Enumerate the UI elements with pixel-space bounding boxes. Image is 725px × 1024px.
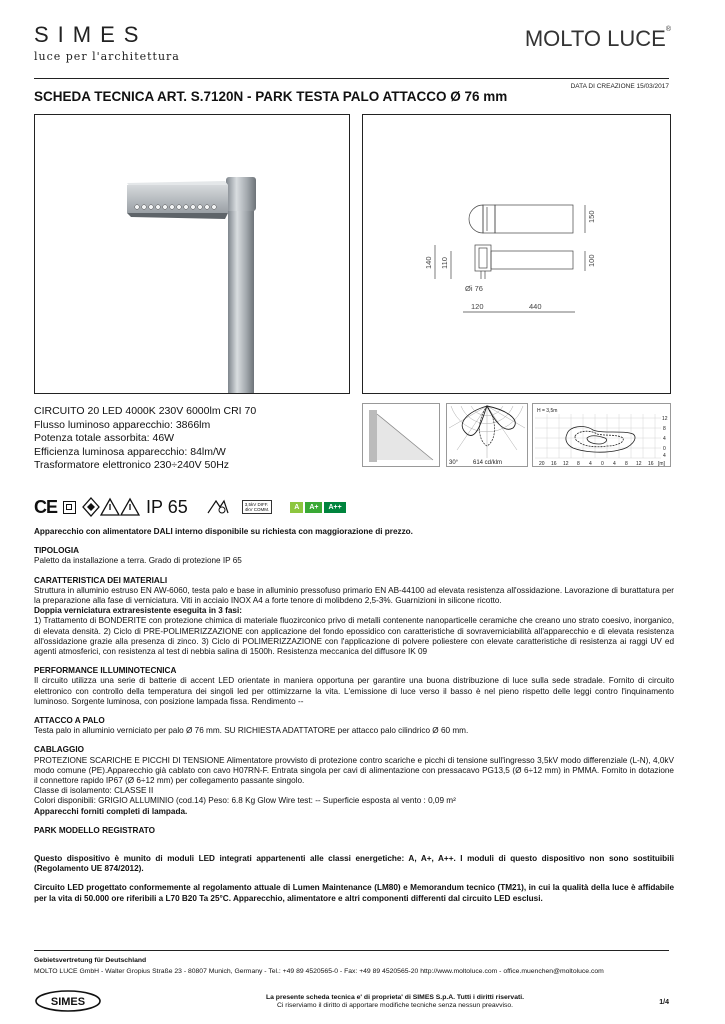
header-rule (34, 78, 669, 79)
energy-class-a-plus-plus: A++ (324, 502, 345, 513)
certification-row (34, 494, 346, 520)
iso-x-label: 20 (539, 461, 545, 466)
section-text: Colori disponibili: GRIGIO ALLUMINIO (cod.14) Peso: 6.8 Kg Glow Wire test: -- Superficie esposta al vento : 0,09 m² (34, 796, 456, 806)
simes-tagline: luce per l'architettura (34, 50, 180, 63)
section-text: Testa palo in alluminio verniciato per palo Ø 76 mm. SU RICHIESTA ADATTATORE per attacco palo cilindrico Ø 60 mm. (34, 726, 469, 736)
spec-line: Trasformatore elettronico 230÷240V 50Hz (34, 459, 230, 471)
iso-y-label: 0 (663, 446, 666, 452)
footer-representation: Gebietsvertretung für Deutschland (34, 957, 147, 964)
footer-property: La presente scheda tecnica e' di proprieta' di SIMES S.p.A. Tutti i diritti riservati. (265, 994, 525, 1001)
iso-y-label: 4 (663, 453, 666, 459)
iso-x-label: 8 (577, 461, 580, 466)
iso-x-label: 12 (563, 461, 569, 466)
spec-line: Potenza totale assorbita: 46W (34, 432, 175, 444)
moltoluce-logo-text: MOLTO LUCE (524, 26, 666, 51)
simes-footer-logo (34, 989, 102, 1018)
isolux-diagram (532, 403, 671, 467)
led-lifetime-note: Circuito LED progettato conformemente al regolamento attuale di Lumen Maintenance (LM80) e Memorandum tecnico (TM21), in cui la qualità della luce è affidabile per la vita di 50.000 ore riferibili a L70 B20 Ta 25°C. Apparecchio, alimentatore e altri componenti differenti dal circuito LED esclusi. (34, 883, 674, 903)
energy-classes (290, 502, 345, 513)
registered-mark: ® (665, 26, 671, 33)
footer-rule (34, 950, 669, 951)
beam-diagram (362, 403, 440, 467)
hazard-icons (82, 497, 140, 517)
pole (228, 189, 254, 393)
dim-label: 150 (587, 210, 596, 223)
technical-drawing-box (362, 114, 671, 394)
simes-logo (34, 22, 180, 63)
section-text: Il circuito utilizza una serie di batterie di accent LED orientate in maniera opportuna per garantire una buona distribuzione di luce sulla sede stradale. Fornito di circuito elettronico con controllo della temperatura dei singoli led per ottimizzarne la vita. L'emissione di luce verso il basso è nel pieno rispetto delle leggi contro l'inquinamento luminoso. Sorgente luminosa, con posizione lampada fissa. Rendimento -- (34, 676, 674, 706)
dim-label: 140 (424, 256, 433, 269)
energy-class-a: A (290, 502, 303, 513)
iso-unit: [m] (658, 461, 665, 466)
section-text: 1) Trattamento di BONDERITE con protezione chimica di materiale fluozirconico privo di metalli contenente nanoparticelle ceramiche che creano uno strato coesivo, inorganico, di elevata densità. 2) Ciclo di PRE-POLIMERIZZAZIONE con applicazione del fondo epossidico con caratteristiche di sovraverniciabilità all'apparecchio e di elevata resistenza all'ossidazione grazie alla presenza di zinco. 3) Ciclo di POLIMERIZZAZIONE con l'applicazione di polvere poliestere con elevate caratteristiche di resistenza ai raggi UV ed agenti atmosferici, con resistenza al test di nebbia salina di 1500h. Resistenza meccanica del diffusore IK 09 (34, 616, 674, 657)
footer-legal (230, 994, 560, 1010)
polar-scale: 614 cd/klm (473, 460, 503, 466)
description (34, 527, 674, 904)
enec-icon (206, 499, 230, 515)
spec-line: Efficienza luminosa apparecchio: 84lm/W (34, 445, 226, 458)
moltoluce-logo (525, 26, 671, 52)
led-module-note: Questo dispositivo è munito di moduli LED integrati appartenenti alle classi energetiche: A, A+, A++. I moduli di questo dispositivo non sono sostituibili (Regolamento UE 874/2012). (34, 854, 674, 874)
creation-date: DATA DI CREAZIONE 15/03/2017 (570, 83, 669, 90)
section-heading: CARATTERISTICA DEI MATERIALI (34, 575, 168, 585)
iso-height: H = 3,5m (537, 408, 558, 414)
iso-x-label: 8 (625, 461, 628, 466)
section-text: Struttura in alluminio estruso EN AW-6060, testa palo e base in alluminio pressofuso primario EN AB-44100 ad elevata resistenza all'ossidazione. Lavorazione di burattatura per la preparazione alla fase di verniciatura. Viti in acciaio INOX A4 a forte tenore di molibdeno 2,5-3%. Guarnizioni in silicone ricotto. (34, 585, 674, 606)
pole-cap (226, 177, 256, 211)
iso-y-label: 4 (663, 436, 666, 442)
spec-line: CIRCUITO 20 LED 4000K 230V 6000lm CRI 70 (34, 405, 257, 417)
surge-protection-badge: 3,5kV DIFF. 4kV COMM. (242, 500, 273, 514)
iso-x-label: 12 (636, 461, 642, 466)
product-image-box (34, 114, 350, 394)
section-subheading: Doppia verniciatura extraresistente eseguita in 3 fasi: (34, 606, 242, 616)
lamp-head-bottom (127, 213, 228, 219)
class-ii-icon (63, 501, 76, 514)
energy-class-a-plus: A+ (305, 502, 322, 513)
iso-x-label: 16 (551, 461, 557, 466)
polar-diagram (446, 403, 528, 467)
spec-line: Flusso luminoso apparecchio: 3866lm (34, 418, 211, 431)
section-heading: PERFORMANCE ILLUMINOTECNICA (34, 666, 177, 676)
footer-logo-text: SIMES (50, 996, 86, 1008)
iso-x-label: 4 (613, 461, 616, 466)
technical-drawing (363, 115, 670, 393)
iso-y-label: 12 (662, 416, 668, 422)
product-image (35, 115, 349, 393)
section-heading: ATTACCO A PALO (34, 716, 105, 726)
iso-x-label: 0 (601, 461, 604, 466)
section-heading: TIPOLOGIA (34, 546, 80, 556)
dali-note: Apparecchio con alimentatore DALI interno disponibile su richiesta con maggiorazione di prezzo. (34, 527, 413, 536)
iso-x-label: 4 (589, 461, 592, 466)
iso-y-label: 8 (663, 426, 666, 432)
simes-logo-text: SIMES (34, 22, 148, 47)
section-text: Paletto da installazione a terra. Grado di protezione IP 65 (34, 556, 242, 566)
dim-label: 120 (471, 302, 484, 311)
footer-rights: Ci riserviamo il diritto di apportare modifiche tecniche senza nessun preavviso. (276, 1002, 514, 1009)
section-heading: CABLAGGIO (34, 745, 85, 755)
page-title: SCHEDA TECNICA ART. S.7120N - PARK TESTA PALO ATTACCO Ø 76 mm (34, 89, 508, 104)
page-number: 1/4 (659, 999, 669, 1006)
dim-label: 440 (529, 302, 542, 311)
section-text: Apparecchi forniti completi di lampada. (34, 806, 188, 816)
section-text: Classe di isolamento: CLASSE II (34, 786, 154, 796)
dim-label: Øi 76 (465, 284, 483, 293)
polar-angle: 30° (449, 460, 459, 466)
footer-address: MOLTO LUCE GmbH - Walter Gropius Straße 23 - 80807 Munich, Germany - Tel.: +49 89 4520565-0 - Fax: +49 89 4520565-20 http://www.moltoluce.com - office.muenchen@moltoluce.com (34, 968, 604, 975)
section-text: PROTEZIONE SCARICHE E PICCHI DI TENSIONE Alimentatore provvisto di protezione contro scariche e picchi di tensione sull'ingresso 3,5kV modo differenziale (L-N), 4,0kV modo comune (PE).Apparecchio già cablato con cavo H07RN-F. Entrata singola per cavi di alimentazione con pressacavo PG13,5 (Ø 6÷12 mm) in PMMA. Fornito in dotazione il connettore rapido IP67 (Ø 6÷12 mm) per collegamento passante singolo. (34, 755, 674, 786)
dim-label: 110 (440, 257, 449, 269)
registered-model: PARK MODELLO REGISTRATO (34, 825, 155, 835)
spec-list (34, 405, 256, 473)
iso-x-label: 16 (648, 461, 654, 466)
dim-label: 100 (587, 254, 596, 267)
ip-rating: IP 65 (146, 496, 188, 517)
ce-mark: CE (34, 496, 58, 517)
